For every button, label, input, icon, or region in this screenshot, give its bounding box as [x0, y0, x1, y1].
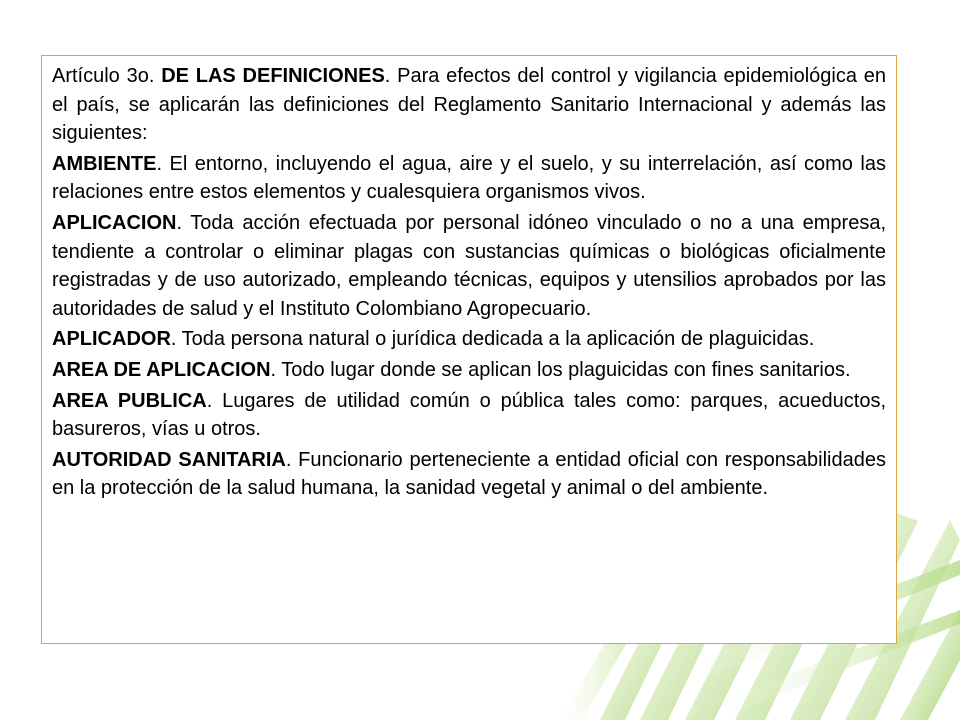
definition-item [52, 356, 886, 385]
definition-item [52, 446, 886, 503]
definition-item [52, 325, 886, 354]
definition-term: AUTORIDAD SANITARIA [52, 448, 286, 471]
definition-text: . Todo lugar donde se aplican los plaguicidas con fines sanitarios. [270, 358, 851, 381]
definition-term: APLICACION [52, 211, 177, 234]
definition-text: . El entorno, incluyendo el agua, aire y el suelo, y su interrelación, así como las relaciones entre estos elementos y cualesquiera organismos vivos. [52, 152, 886, 204]
definition-item [52, 209, 886, 323]
definition-term: AREA DE APLICACION [52, 358, 271, 381]
definition-term: APLICADOR [52, 328, 171, 351]
article-lead: Artículo 3o. [52, 65, 162, 87]
definition-text: . Lugares de utilidad común o pública tales como: parques, acueductos, basureros, vías u otros. [52, 389, 887, 441]
article-text: . Para efectos del control y vigilancia epidemiológica en el país, se aplicarán las definiciones del Reglamento Sanitario Internacional y además las siguientes: [52, 65, 887, 145]
definition-term: AREA PUBLICA [52, 389, 207, 412]
article-heading: DE LAS DEFINICIONES [161, 65, 385, 87]
definition-text: . Toda persona natural o jurídica dedicada a la aplicación de plaguicidas. [170, 328, 815, 351]
definition-term: AMBIENTE [52, 152, 157, 175]
article-intro [52, 62, 886, 148]
definitions-text-box [41, 55, 897, 644]
definition-item [52, 150, 886, 207]
definition-item [52, 387, 886, 444]
definition-text: . Toda acción efectuada por personal idóneo vinculado o no a una empresa, tendiente a controlar o eliminar plagas con sustancias químicas o biológicas oficialmente registradas y de uso autorizado, empleando técnicas, equipos y utensilios aprobados por las autoridades de salud y el Instituto Colombiano Agropecuario. [52, 211, 886, 320]
definition-text: . Funcionario perteneciente a entidad oficial con responsabilidades en la protección de la salud humana, la sanidad vegetal y animal o del ambiente. [52, 448, 886, 500]
